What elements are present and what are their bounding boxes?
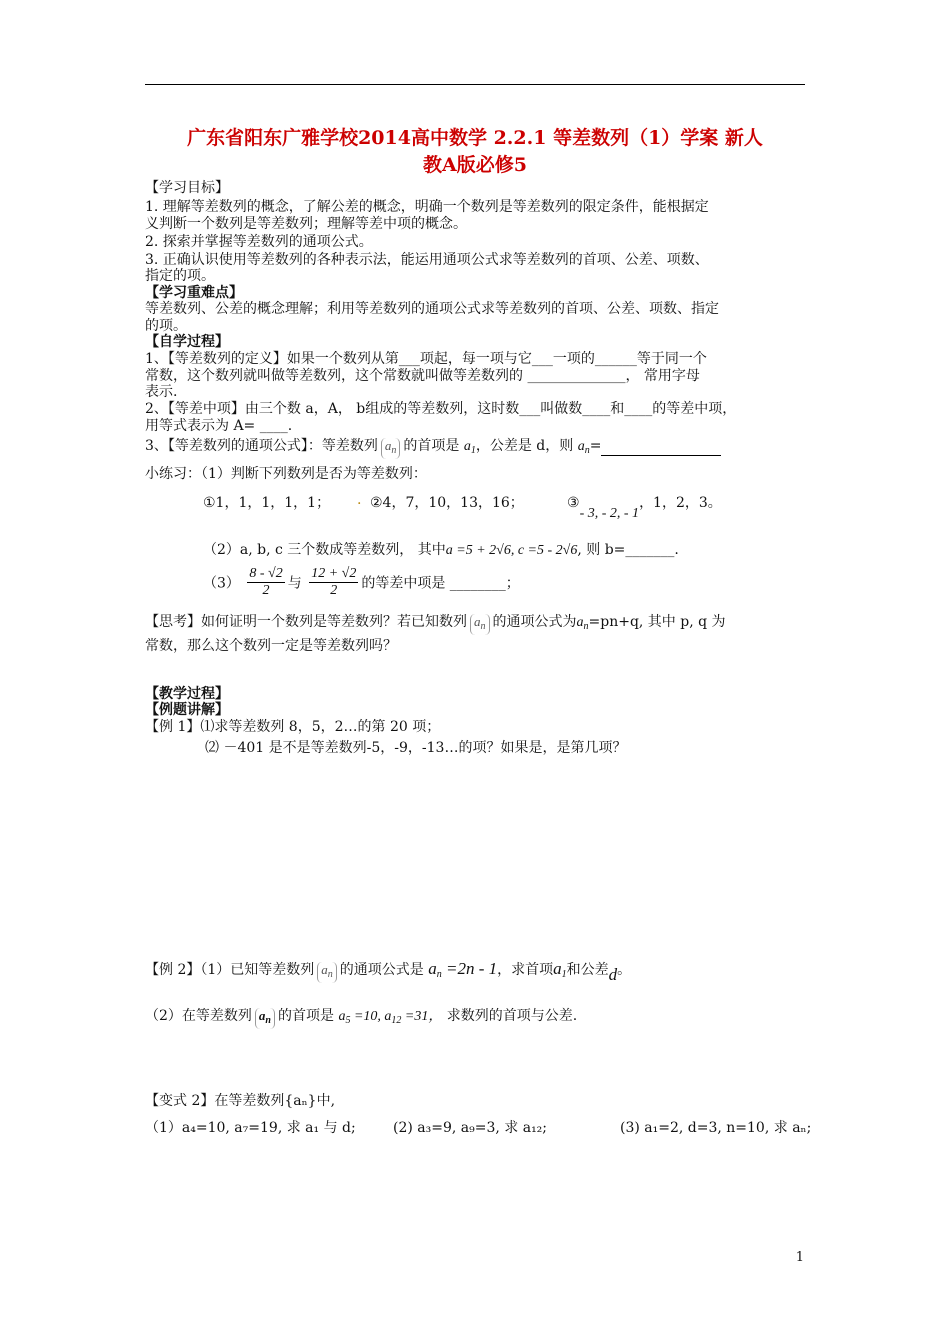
section-heading-goals: 【学习目标】	[145, 180, 229, 196]
fraction-2: $\frac{12 + √2}{2}$	[311, 566, 357, 598]
definition-line-b: 常数，这个数列就叫做等差数列，这个常数就叫做等差数列的 ______________， 常用字母	[145, 368, 700, 384]
middle-term-line-b: 用等式表示为 A= ____.	[145, 418, 293, 434]
middle-term-line-a: 2、【等差中项】由三个数 a，A， b组成的等差数列，这时数___叫做数____和____的等差中项，	[145, 401, 737, 417]
goal-2: 2. 探索并掌握等差数列的通项公式。	[145, 234, 373, 250]
title-line-2: 教A版必修5	[423, 154, 527, 176]
title-line-1: 广东省阳东广雅学校2014高中数学 2.2.1 等差数列（1）学案 新人	[187, 127, 763, 149]
variant-2-item-2: (2) a₃=9, a₉=3, 求 a₁₂;	[393, 1120, 548, 1136]
exercise-1-item-b: ②4，7，10，13，16；	[370, 495, 524, 511]
goal-1b: 义判断一个数列是等差数列；理解等差中项的概念。	[145, 216, 467, 232]
fraction-1: $\frac{8 - √2}{2}$	[249, 566, 283, 598]
section-heading-examples: 【例题讲解】	[145, 702, 229, 718]
page-number: 1	[795, 1250, 804, 1265]
key-points-b: 的项。	[145, 318, 187, 334]
definition-line-a: 1、【等差数列的定义】如果一个数列从第___项起，每一项与它___一项的______等于同一个	[145, 351, 707, 367]
exercise-3: （3） $\frac{8 - √2}{2}$ 与 $\frac{12 + √2}{2}$ 的等差中项是 ________；	[203, 566, 520, 598]
exercise-1-item-c: ③- 3, - 2, - 1，1，2，3。	[567, 495, 722, 521]
example-1b: ⑵ －401 是不是等差数列-5，-9，-13…的项？如果是，是第几项？	[205, 740, 627, 756]
variant-2-item-3: (3) a₁=2, d=3, n=10, 求 aₙ;	[620, 1120, 812, 1136]
variant-2-item-1: （1）a₄=10, a₇=19, 求 a₁ 与 d;	[145, 1120, 356, 1136]
example-1a: 【例 1】⑴求等差数列 8，5，2…的第 20 项；	[145, 719, 441, 735]
goal-3b: 指定的项。	[145, 268, 215, 284]
answer-blank	[601, 438, 721, 456]
general-term-line: 3、【等差数列的通项公式】：等差数列 $a_n$ 的首项是 $a_1$，公差是 d，则 $a_n=$	[145, 438, 721, 459]
section-heading-self-study: 【自学过程】	[145, 334, 229, 350]
exercise-heading: 小练习：（1）判断下列数列是否为等差数列：	[145, 466, 427, 482]
think-line-a: 【思考】如何证明一个数列是等差数列？若已知数列 $a_n$ 的通项公式为$a_n=pn+q$, 其中 p, q 为	[145, 614, 726, 635]
decorative-dot: .	[357, 492, 362, 508]
exercise-1-item-a: ①1，1，1，1，1；	[203, 495, 331, 511]
variant-2-heading: 【变式 2】在等差数列{aₙ}中,	[145, 1093, 336, 1109]
section-heading-key-points: 【学习重难点】	[145, 285, 243, 301]
example-2b: （2）在等差数列 $a_n$ 的首项是 $a_5 =10$, $a_{12} =31$， 求数列的首项与公差.	[145, 1008, 577, 1029]
header-rule	[145, 84, 805, 85]
sequence-notation: $a_n$	[381, 438, 401, 459]
think-line-b: 常数，那么这个数列一定是等差数列吗？	[145, 638, 397, 654]
goal-1a: 1. 理解等差数列的概念，了解公差的概念，明确一个数列是等差数列的限定条件，能根据定	[145, 199, 709, 215]
exercise-2: （2）a, b, c 三个数成等差数列， 其中a =5 + 2√6, c =5 - 2√6, 则 b=_______.	[203, 542, 679, 558]
goal-3a: 3. 正确认识使用等差数列的各种表示法，能运用通项公式求等差数列的首项、公差、项数、	[145, 252, 709, 268]
example-2a: 【例 2】（1）已知等差数列 $a_n$ 的通项公式是 $a_n =2n - 1$，求首项$a_1$和公差d。	[145, 959, 632, 984]
section-heading-teaching: 【教学过程】	[145, 686, 229, 702]
key-points-a: 等差数列、公差的概念理解；利用等差数列的通项公式求等差数列的首项、公差、项数、指定	[145, 301, 719, 317]
definition-line-c: 表示.	[145, 384, 178, 400]
